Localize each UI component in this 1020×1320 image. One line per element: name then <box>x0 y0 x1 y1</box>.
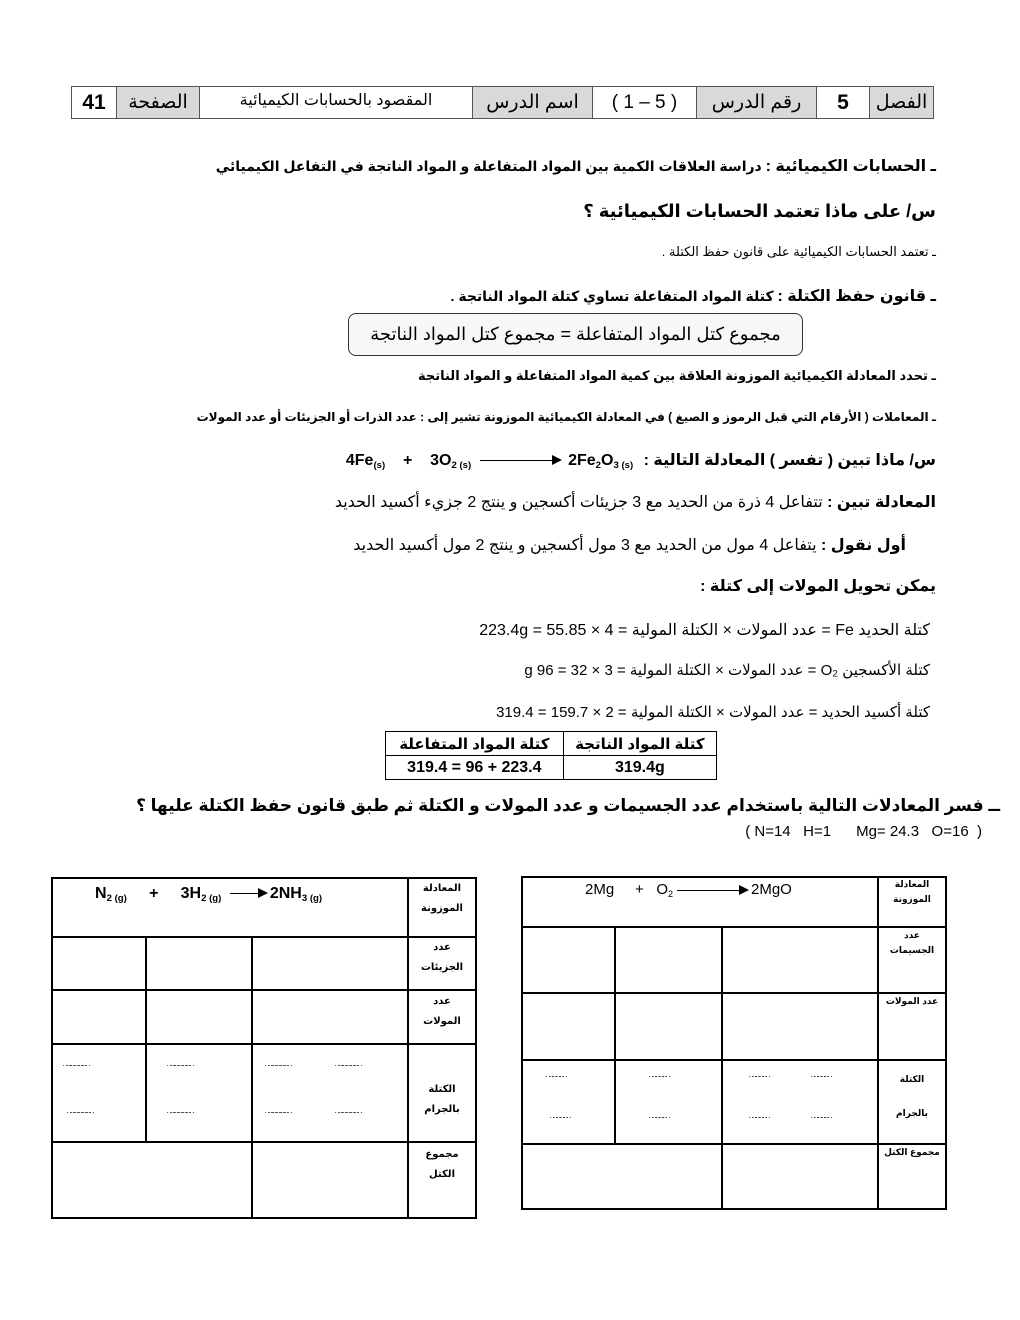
shows-text: تتفاعل 4 ذرة من الحديد مع 3 جزيئات أكسجين و ينتج 2 جزيء أكسيد الحديد <box>334 494 828 511</box>
atomic-masses: ( N=14 H=1 Mg= 24.3 O=16 ) <box>745 823 982 840</box>
row-label-molecules: عدد الجزيئات <box>420 942 464 973</box>
lesson-number-value: ( 1 – 5 ) <box>592 86 697 119</box>
row-label-particles: عدد الجسيمات <box>889 930 935 955</box>
lesson-number-label: رقم الدرس <box>696 86 817 119</box>
lesson-name-value: المقصود بالحسابات الكيميائية <box>199 86 473 119</box>
or-we-say <box>353 535 906 555</box>
blank-field[interactable]: ……………… <box>334 1058 358 1068</box>
row-label-moles: عدد المولات <box>423 996 461 1027</box>
row-label-total-mass: مجموع الكتل <box>425 1149 459 1180</box>
header-products: كتلة المواد الناتجة <box>563 732 716 756</box>
blank-field[interactable]: …………… <box>748 1069 766 1079</box>
or-label: أول نقول : <box>821 537 906 554</box>
blank-field[interactable]: …………… <box>810 1110 828 1120</box>
arrow-icon <box>677 890 747 891</box>
law-term: ـ قانون حفظ الكتلة : <box>777 288 936 305</box>
convert-heading: يمكن تحويل المولات إلى كتلة : <box>700 578 936 595</box>
question-2 <box>346 450 936 471</box>
page-label: الصفحة <box>116 86 200 119</box>
mass-oxygen: كتلة الأكسجين O₂ = عدد المولات × الكتلة المولية = 3 × 32 = 96 g <box>524 662 930 679</box>
header-reactants: كتلة المواد المتفاعلة <box>386 732 564 756</box>
question-2-text: س/ ماذا تبين ( تفسر ) المعادلة التالية : <box>643 452 936 469</box>
blank-field[interactable]: ……………… <box>62 1058 86 1068</box>
law-text: كتلة المواد المتفاعلة تساوي كتلة المواد الناتجة . <box>450 288 778 304</box>
shows-label: المعادلة تبين : <box>827 494 936 511</box>
definition <box>216 156 936 176</box>
arrow-icon <box>230 893 266 894</box>
iron-oxide-equation: $4Fe_{(s)}$ + $3O_2$ $_{(s)}$ $2Fe_2O_3$ $_{(s)}$ <box>345 452 634 471</box>
definition-term: ـ الحسابات الكيميائية : <box>765 158 936 175</box>
blank-field[interactable]: …………… <box>748 1110 766 1120</box>
page-number: 41 <box>71 86 117 119</box>
paragraph-1: ـ تحدد المعادلة الكيميائية الموزونة العلاقة بين كمية المواد المتفاعلة و المواد الناتجة <box>417 368 936 383</box>
value-reactants: 319.4 = 96 + 223.4 <box>386 756 564 780</box>
blank-field[interactable]: …………… <box>648 1069 666 1079</box>
row-label-moles: عدد المولات <box>885 996 939 1006</box>
row-label-mass: الكتلة بالجرام <box>896 1074 928 1118</box>
paragraph-2: ـ المعاملات ( الأرقام التي قبل الرموز و الصيغ ) في المعادلة الكيميائية الموزونة تشير إلى : عدد الذرات أو الجزيئات أو عدد المولات <box>196 410 936 424</box>
answer-1: ـ تعتمد الحسابات الكيميائية على قانون حفظ الكتلة . <box>661 244 936 259</box>
law-definition <box>451 286 936 306</box>
row-label-equation: المعادلة الموزونة <box>421 883 463 914</box>
blank-field[interactable]: ……………… <box>334 1105 358 1115</box>
magnesium-equation: 2Mg + $O_2$ 2MgO <box>585 881 792 899</box>
blank-field[interactable]: ……………… <box>66 1105 90 1115</box>
blank-field[interactable]: …………… <box>648 1110 666 1120</box>
equation-cell <box>51 877 409 938</box>
equation-cell <box>521 876 879 928</box>
mass-iron: كتلة الحديد Fe = عدد المولات × الكتلة المولية = 4 × 55.85 = 223.4g <box>479 622 930 639</box>
definition-text: دراسة العلاقات الكمية بين المواد المتفاعلة و المواد الناتجة في التفاعل الكيميائي <box>215 158 766 174</box>
value-products: 319.4g <box>563 756 716 780</box>
mass-summary-table <box>385 731 717 780</box>
equation-shows <box>335 492 936 512</box>
lesson-name-label: اسم الدرس <box>472 86 593 119</box>
row-label-equation: المعادلة الموزونة <box>893 879 931 904</box>
blank-field[interactable]: ……………… <box>166 1058 190 1068</box>
row-label-mass: الكتلة بالجرام <box>424 1084 460 1115</box>
blank-field[interactable]: ……………… <box>264 1058 288 1068</box>
row-label-total-mass: مجموع الكتل <box>884 1147 940 1157</box>
arrow-icon <box>480 460 560 461</box>
blank-field[interactable]: …………… <box>549 1110 567 1120</box>
ammonia-equation: $N_2$ $_{(g)}$ + $3H_2$ $_{(g)}$ $2NH_3$ $_{(g)}$ <box>95 885 323 904</box>
blank-field[interactable]: ……………… <box>264 1105 288 1115</box>
law-formula-box: مجموع كتل المواد المتفاعلة = مجموع كتل المواد الناتجة <box>348 313 803 356</box>
exercise-instruction: ــ فسر المعادلات التالية باستخدام عدد الجسيمات و عدد المولات و الكتلة ثم طبق قانون حفظ الكتلة عليها ؟ <box>136 796 1000 815</box>
chapter-label: الفصل <box>869 86 934 119</box>
mass-iron-oxide: كتلة أكسيد الحديد = عدد المولات × الكتلة المولية = 2 × 159.7 = 319.4 <box>496 704 930 721</box>
blank-field[interactable]: …………… <box>545 1069 563 1079</box>
question-1: س/ على ماذا تعتمد الحسابات الكيميائية ؟ <box>583 201 936 221</box>
blank-field[interactable]: ……………… <box>166 1105 190 1115</box>
chapter-value: 5 <box>816 86 870 119</box>
or-text: يتفاعل 4 مول من الحديد مع 3 مول أكسجين و ينتج 2 مول أكسيد الحديد <box>353 537 822 554</box>
blank-field[interactable]: …………… <box>810 1069 828 1079</box>
